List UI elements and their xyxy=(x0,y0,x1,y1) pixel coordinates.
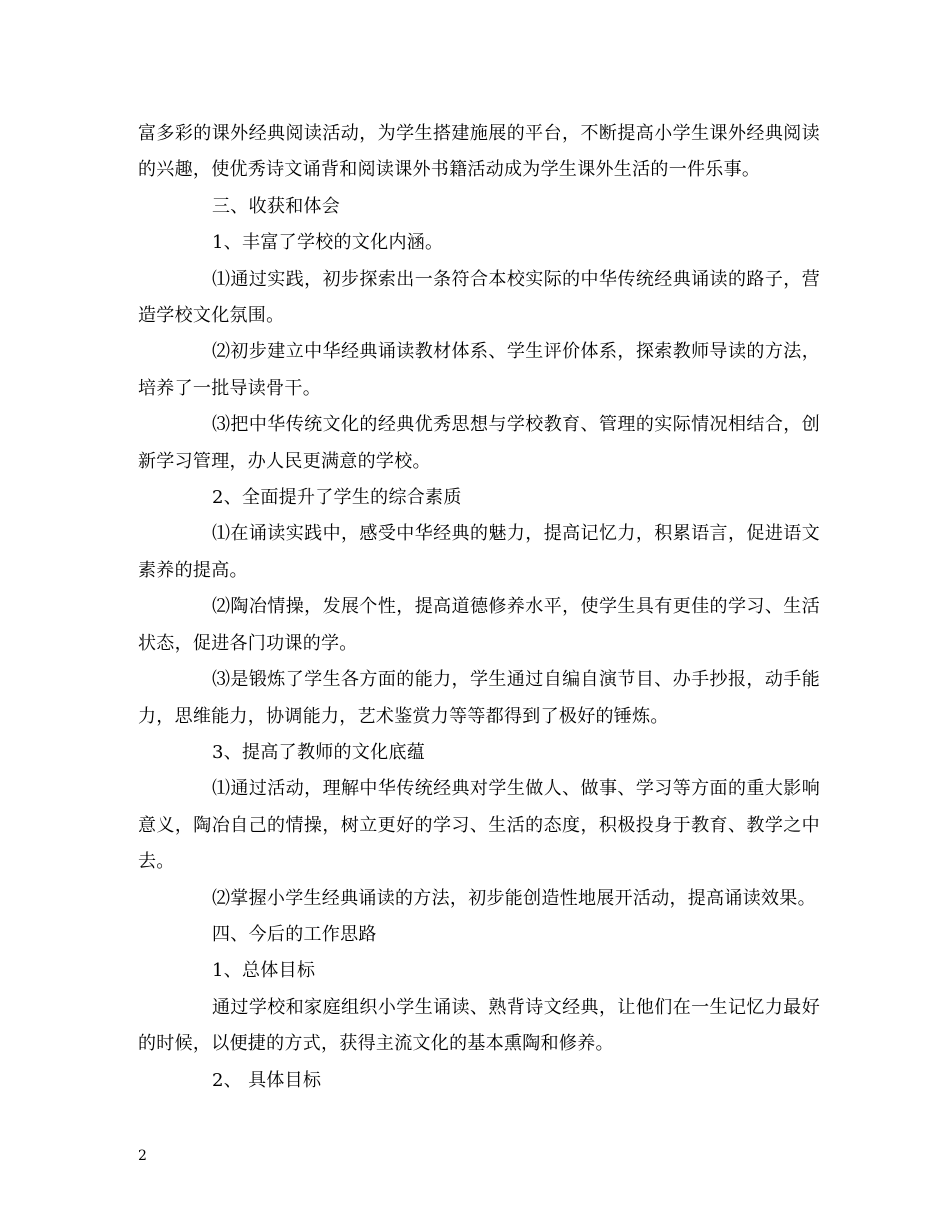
page-number: 2 xyxy=(138,1148,147,1164)
paragraph: 富多彩的课外经典阅读活动，为学生搭建施展的平台，不断提高小学生课外经典阅读的兴趣，使优秀诗文诵背和阅读课外书籍活动成为学生课外生活的一件乐事。 xyxy=(138,123,820,181)
subsection-heading: 1、总体目标 xyxy=(212,960,316,982)
paragraph: ⑴在诵读实践中，感受中华经典的魅力，提高记忆力，积累语言，促进语文素养的提高。 xyxy=(138,523,820,581)
paragraph: ⑵陶冶情操，发展个性，提高道德修养水平，使学生具有更佳的学习、生活状态，促进各门功课的学。 xyxy=(138,596,820,654)
subsection-heading: 2、 具体目标 xyxy=(212,1069,322,1091)
paragraph: ⑴通过活动，理解中华传统经典对学生做人、做事、学习等方面的重大影响意义，陶冶自己的情操，树立更好的学习、生活的态度，积极投身于教育、教学之中去。 xyxy=(138,778,820,873)
paragraph: ⑶是锻炼了学生各方面的能力，学生通过自编自演节目、办手抄报，动手能力，思维能力，协调能力，艺术鉴赏力等等都得到了极好的锤炼。 xyxy=(138,669,820,727)
paragraph: ⑵初步建立中华经典诵读教材体系、学生评价体系，探索教师导读的方法，培养了一批导读骨干。 xyxy=(138,341,820,399)
subsection-heading: 2、全面提升了学生的综合素质 xyxy=(212,487,462,509)
subsection-heading: 1、丰富了学校的文化内涵。 xyxy=(212,232,444,254)
section-heading: 三、收获和体会 xyxy=(212,195,341,217)
paragraph: 通过学校和家庭组织小学生诵读、熟背诗文经典，让他们在一生记忆力最好的时候，以便捷的方式，获得主流文化的基本熏陶和修养。 xyxy=(138,996,820,1055)
paragraph: ⑶把中华传统文化的经典优秀思想与学校教育、管理的实际情况相结合，创新学习管理，办人民更满意的学校。 xyxy=(138,414,820,472)
paragraph: ⑵掌握小学生经典诵读的方法，初步能创造性地展开活动，提高诵读效果。 xyxy=(212,887,816,909)
paragraph: ⑴通过实践，初步探索出一条符合本校实际的中华传统经典诵读的路子，营造学校文化氛围。 xyxy=(138,268,820,327)
body-text xyxy=(138,116,820,1099)
subsection-heading: 3、提高了教师的文化底蕴 xyxy=(212,741,426,763)
section-heading: 四、今后的工作思路 xyxy=(212,923,377,945)
